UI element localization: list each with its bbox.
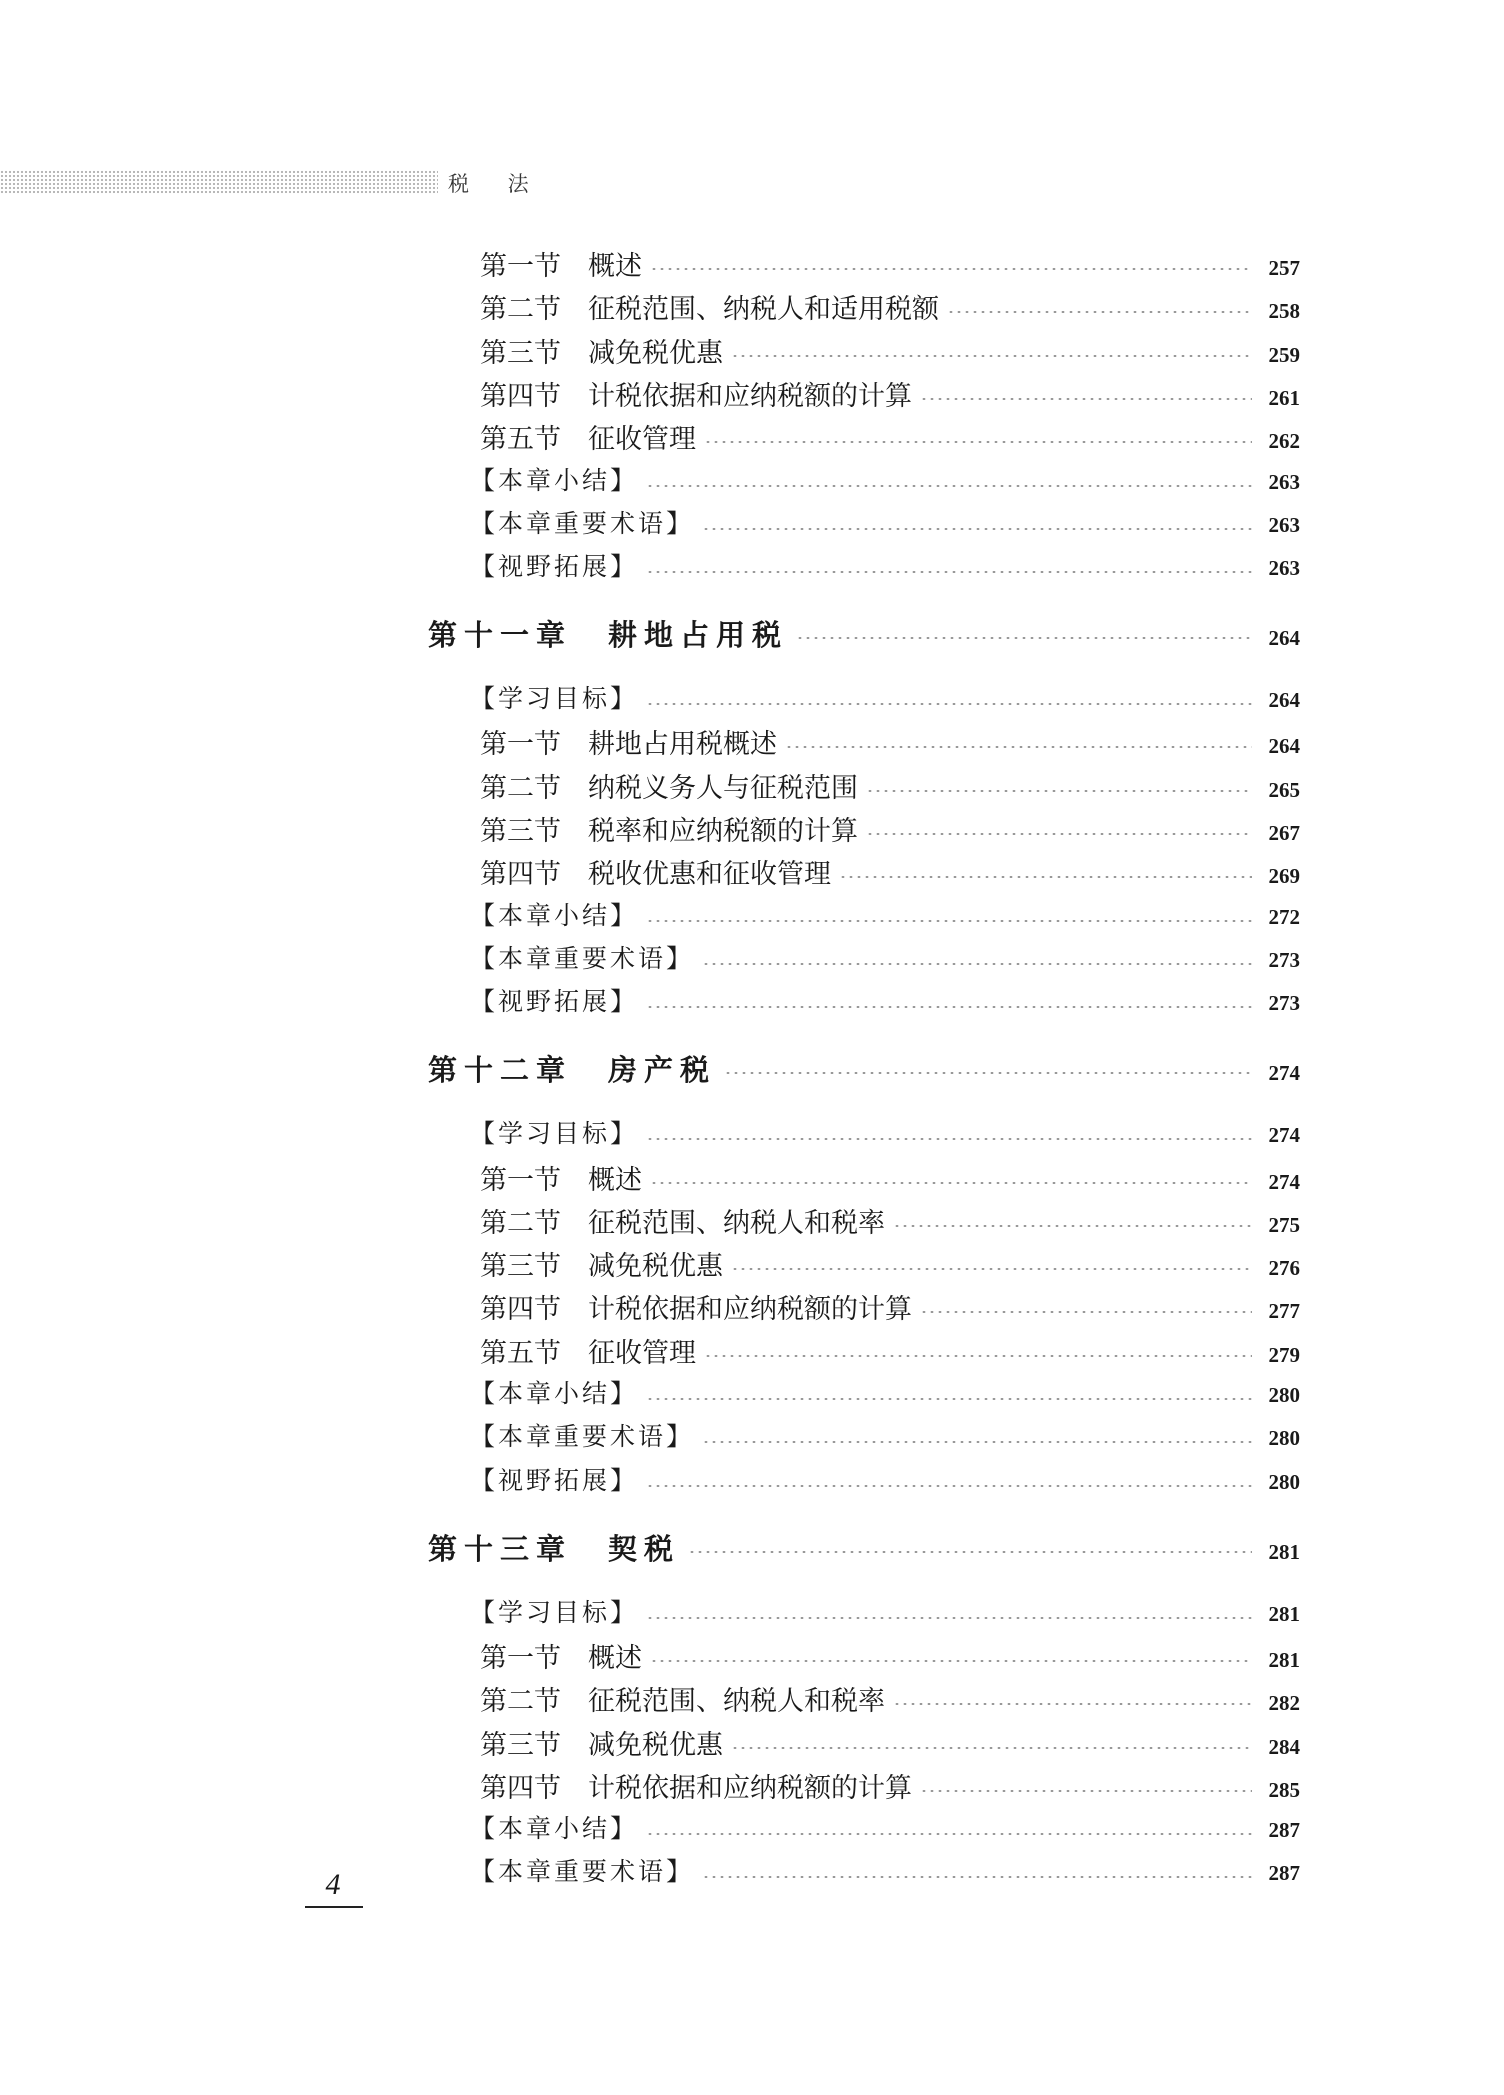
toc-entry[interactable] (470, 547, 1300, 587)
toc-entry-label: 【学习目标】 (470, 684, 639, 714)
dot-leader (731, 1746, 1252, 1750)
toc-entry-page: 263 (1268, 556, 1300, 581)
toc-entry-label: 第三节 减免税优惠 (480, 1729, 723, 1761)
toc-entry-label: 【学习目标】 (470, 1597, 639, 1627)
dot-leader (785, 745, 1252, 749)
dot-leader (704, 1354, 1252, 1358)
toc-entry-label: 【本章重要术语】 (470, 508, 695, 538)
toc-entry[interactable] (480, 1636, 1300, 1676)
toc-entry-page: 263 (1268, 469, 1300, 494)
toc-entry-label: 【本章小结】 (470, 1814, 639, 1844)
dot-leader (920, 397, 1252, 401)
toc-entry[interactable] (470, 461, 1300, 501)
toc-entry-page: 274 (1268, 1123, 1300, 1148)
toc-entry-label: 第一节 概述 (480, 251, 642, 282)
dot-leader (646, 919, 1252, 923)
toc-entry-label: 【学习目标】 (470, 1119, 639, 1149)
dot-leader (650, 1181, 1252, 1185)
toc-entry-page: 264 (1268, 626, 1300, 651)
toc-entry-label: 【视野拓展】 (470, 1465, 639, 1495)
toc-entry[interactable] (480, 331, 1300, 371)
dot-leader (702, 962, 1252, 966)
toc-entry-label: 第五节 征收管理 (480, 1337, 696, 1369)
toc-entry[interactable] (470, 679, 1300, 719)
toc-entry-label: 第十一章 耕地占用税 (428, 618, 789, 653)
toc-entry-page: 280 (1268, 1426, 1300, 1451)
toc-entry-page: 264 (1268, 734, 1300, 759)
toc-entry[interactable] (480, 244, 1300, 284)
toc-entry-label: 【视野拓展】 (470, 987, 639, 1017)
toc-entry-label: 第二节 征税范围、纳税人和适用税额 (480, 294, 939, 326)
toc-entry-page: 267 (1268, 821, 1300, 845)
toc-entry-page: 282 (1268, 1691, 1300, 1716)
toc-entry-label: 第二节 征税范围、纳税人和税率 (480, 1686, 885, 1718)
dot-leader (646, 1616, 1252, 1620)
toc-entry-label: 第四节 计税依据和应纳税额的计算 (480, 1294, 912, 1326)
toc-entry-page: 279 (1268, 1342, 1300, 1367)
toc-entry-label: 【本章小结】 (470, 900, 639, 930)
toc-entry-page: 275 (1268, 1212, 1300, 1237)
toc-entry[interactable] (480, 1201, 1300, 1241)
toc-entry-page: 269 (1268, 864, 1300, 889)
toc-entry[interactable] (480, 1766, 1300, 1806)
toc-entry-page: 259 (1268, 342, 1300, 367)
dot-leader (702, 1440, 1252, 1444)
toc-entry-page: 273 (1268, 991, 1300, 1016)
toc-entry-label: 第二节 纳税义务人与征税范围 (480, 772, 858, 804)
toc-entry-label: 第五节 征收管理 (480, 424, 696, 456)
toc-entry[interactable] (428, 1527, 1300, 1567)
toc-entry[interactable] (470, 1114, 1300, 1154)
toc-entry-label: 【本章重要术语】 (470, 943, 695, 973)
toc-entry[interactable] (428, 613, 1300, 653)
toc-entry-page: 274 (1268, 1169, 1300, 1194)
dot-leader (650, 267, 1252, 271)
toc-entry[interactable] (470, 1809, 1300, 1849)
toc-entry[interactable] (470, 939, 1300, 979)
toc-entry[interactable] (480, 287, 1300, 327)
toc-entry-page: 263 (1268, 512, 1300, 537)
toc-entry[interactable] (470, 982, 1300, 1022)
dot-leader (796, 636, 1252, 640)
dot-leader (646, 484, 1252, 488)
dot-leader (893, 1224, 1252, 1228)
toc-entry[interactable] (470, 896, 1300, 936)
dot-leader (731, 1267, 1252, 1271)
toc-entry-page: 277 (1268, 1299, 1300, 1324)
dot-leader (702, 1875, 1252, 1879)
dot-leader (646, 702, 1252, 706)
toc-entry[interactable] (480, 1679, 1300, 1719)
dot-leader (920, 1789, 1252, 1793)
toc-entry-label: 第四节 计税依据和应纳税额的计算 (480, 1772, 912, 1804)
dot-leader (646, 1484, 1252, 1488)
toc-entry-page: 281 (1268, 1647, 1300, 1672)
toc-entry-page: 258 (1268, 299, 1300, 324)
toc-entry[interactable] (470, 504, 1300, 544)
toc-entry-page: 280 (1268, 1469, 1300, 1494)
toc-entry[interactable] (470, 1593, 1300, 1633)
toc-entry-page: 272 (1268, 904, 1300, 929)
toc-entry[interactable] (480, 374, 1300, 414)
toc-entry-page: 287 (1268, 1818, 1300, 1843)
toc-entry-label: 第四节 税收优惠和征收管理 (480, 859, 831, 891)
dot-leader (646, 1397, 1252, 1401)
toc-entry[interactable] (480, 1331, 1300, 1371)
toc-entry-label: 【视野拓展】 (470, 552, 639, 582)
toc-entry[interactable] (470, 1417, 1300, 1457)
toc-entry[interactable] (480, 1244, 1300, 1284)
toc-entry-label: 第一节 概述 (480, 1164, 642, 1196)
toc-entry[interactable] (470, 1852, 1300, 1892)
toc-entry[interactable] (470, 1461, 1300, 1501)
toc-entry-page: 281 (1268, 1539, 1300, 1564)
dot-leader (839, 875, 1252, 879)
toc-entry-page: 276 (1268, 1256, 1300, 1281)
toc-entry-page: 264 (1268, 688, 1300, 713)
toc-entry-page: 273 (1268, 947, 1300, 972)
dot-leader (893, 1702, 1252, 1706)
dot-leader (646, 1005, 1252, 1009)
toc-entry-label: 【本章小结】 (470, 1379, 639, 1408)
dot-leader (646, 1137, 1252, 1141)
toc-entry-label: 第三节 减免税优惠 (480, 1251, 723, 1283)
dot-leader (646, 1832, 1252, 1836)
dot-leader (731, 354, 1252, 358)
toc-entry-label: 【本章重要术语】 (470, 1422, 695, 1452)
toc-entry-page: 280 (1268, 1383, 1300, 1407)
toc-entry-label: 第一节 耕地占用税概述 (480, 729, 777, 761)
toc-entry-label: 第二节 征税范围、纳税人和税率 (480, 1207, 885, 1239)
toc-entry-label: 第三节 税率和应纳税额的计算 (480, 816, 858, 847)
toc-entry-page: 274 (1268, 1061, 1300, 1086)
dot-leader (947, 310, 1252, 314)
toc-entry-label: 【本章小结】 (470, 465, 639, 495)
dot-leader (724, 1071, 1252, 1075)
dot-leader (920, 1310, 1252, 1314)
toc-entry[interactable] (480, 852, 1300, 892)
toc-entry-label: 第四节 计税依据和应纳税额的计算 (480, 380, 912, 412)
toc-entry-page: 265 (1268, 777, 1300, 802)
dot-leader (866, 789, 1252, 793)
running-header-title: 税 法 (448, 172, 545, 196)
toc-entry-label: 第三节 减免税优惠 (480, 337, 723, 369)
toc-entry-page: 262 (1268, 429, 1300, 454)
toc-entry-label: 第十三章 契税 (428, 1531, 681, 1566)
toc-entry-page: 281 (1268, 1601, 1300, 1626)
page-number: 4 (325, 1868, 341, 1901)
toc-entry-label: 第十二章 房产税 (428, 1053, 717, 1088)
toc-entry-page: 285 (1268, 1777, 1300, 1802)
toc-entry[interactable] (480, 1723, 1300, 1763)
dot-leader (688, 1550, 1252, 1554)
toc-entry-page: 261 (1268, 385, 1300, 410)
toc-entry[interactable] (480, 722, 1300, 762)
toc-entry-page: 257 (1268, 256, 1300, 280)
toc-entry[interactable] (480, 1287, 1300, 1327)
dot-leader (866, 832, 1252, 836)
dot-leader (650, 1659, 1252, 1663)
dot-leader (646, 570, 1252, 574)
toc-entry-label: 第一节 概述 (480, 1642, 642, 1674)
header-dot-pattern (0, 170, 438, 194)
dot-leader (704, 440, 1252, 444)
toc-entry-page: 287 (1268, 1861, 1300, 1886)
page-number-rule (305, 1906, 363, 1908)
toc-entry[interactable] (480, 766, 1300, 806)
toc-entry-page: 284 (1268, 1734, 1300, 1759)
toc-entry[interactable] (428, 1048, 1300, 1088)
toc-entry[interactable] (480, 1158, 1300, 1198)
toc-entry[interactable] (480, 809, 1300, 849)
toc-entry-label: 【本章重要术语】 (470, 1857, 695, 1887)
dot-leader (702, 527, 1252, 531)
toc-entry[interactable] (470, 1374, 1300, 1414)
toc-entry[interactable] (480, 417, 1300, 457)
